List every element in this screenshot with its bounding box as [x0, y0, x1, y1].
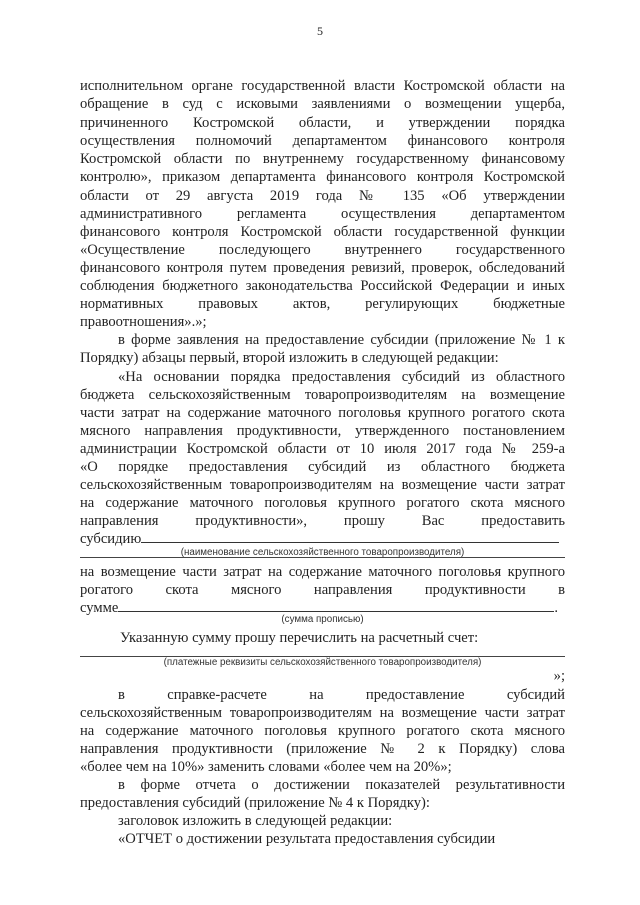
text-line: в форме отчета о достижении показателей результативности — [118, 777, 565, 793]
text-line: администрации Костромской области от 10 июля 2017 года № 259-а — [80, 441, 565, 457]
text-line: «более чем на 10%» заменить словами «более чем на 20%»; — [80, 759, 452, 775]
text-line: в форме заявления на предоставление субсидии (приложение № 1 к — [118, 332, 565, 348]
text-line: правоотношения».»; — [80, 314, 207, 330]
text-line: мясного направления продуктивности, утвержденного постановлением — [80, 423, 565, 439]
text-line: обращение в суд с исковыми заявлениями о возмещении ущерба, — [80, 96, 565, 112]
text-line: «О порядке предоставления субсидий из областного бюджета — [80, 459, 565, 475]
producer-name-caption: (наименование сельскохозяйственного товаропроизводителя) — [180, 547, 465, 558]
amount-words-caption: (сумма прописью) — [281, 614, 364, 625]
amount-label: сумме — [80, 600, 119, 616]
text-line: «На основании порядка предоставления субсидий из областного — [118, 369, 565, 385]
amount-end-dot: . — [554, 600, 558, 616]
text-line: в справке-расчете на предоставление субсидий — [118, 687, 565, 703]
text-line: бюджета сельскохозяйственным товаропроизводителям на возмещение — [80, 387, 565, 403]
text-line: на содержание маточного поголовья крупного рогатого скота мясного — [80, 723, 565, 739]
text-line: области от 29 августа 2019 года № 135 «Об утверждении — [80, 188, 565, 204]
subsidy-line — [80, 530, 565, 548]
text-line: направления продуктивности», прошу Вас предоставить — [80, 513, 565, 529]
text-line: сельскохозяйственным товаропроизводителям на возмещение части затрат — [80, 477, 565, 493]
text-line: Порядку) абзацы первый, второй изложить в следующей редакции: — [80, 350, 499, 366]
text-line: сельскохозяйственным товаропроизводителям на возмещение части затрат — [80, 705, 565, 721]
payment-details-caption: (платежные реквизиты сельскохозяйственного товаропроизводителя) — [163, 657, 482, 668]
text-line: контролю», приказом департамента финансового контроля Костромской — [80, 169, 565, 185]
closing-quote: »; — [553, 668, 565, 684]
page-number: 5 — [317, 24, 323, 38]
text-line: осуществления полномочий департаментом финансового контроля — [80, 133, 565, 149]
text-line: финансового контроля путем проведения ревизий, проверок, обследований — [80, 260, 565, 276]
subsidy-fill-line — [141, 530, 559, 543]
amount-fill-line — [118, 599, 554, 612]
text-line: Костромской области по внутреннему государственному финансовому — [80, 151, 565, 167]
text-line: финансового контроля Костромской области государственной функции — [80, 224, 565, 240]
subsidy-label: субсидию — [80, 531, 142, 547]
text-line: «Осуществление последующего внутреннего государственного — [80, 242, 565, 258]
text-line: направления продуктивности (приложение № 2 к Порядку) слова — [80, 741, 565, 757]
text-line: причиненного Костромской области, и утверждении порядка — [80, 115, 565, 131]
text-line: нормативных правовых актов, регулирующих бюджетные — [80, 296, 565, 312]
text-line: Указанную сумму прошу перечислить на расчетный счет: — [120, 630, 479, 646]
text-line: части затрат на содержание маточного поголовья крупного рогатого скота — [80, 405, 565, 421]
text-line: заголовок изложить в следующей редакции: — [118, 813, 393, 829]
text-line: предоставления субсидий (приложение № 4 к Порядку): — [80, 795, 430, 811]
text-line: на содержание маточного поголовья крупного рогатого скота мясного — [80, 495, 565, 511]
text-line: административного регламента осуществления департаментом — [80, 206, 565, 222]
text-line: на возмещение части затрат на содержание маточного поголовья крупного — [80, 564, 565, 580]
text-line: исполнительном органе государственной власти Костромской области на — [80, 78, 565, 94]
text-line: «ОТЧЕТ о достижении результата предоставления субсидии — [118, 831, 496, 847]
text-line: соблюдения бюджетного законодательства Российской Федерации и иных — [80, 278, 565, 294]
text-line: рогатого скота мясного направления продуктивности в — [80, 582, 565, 598]
